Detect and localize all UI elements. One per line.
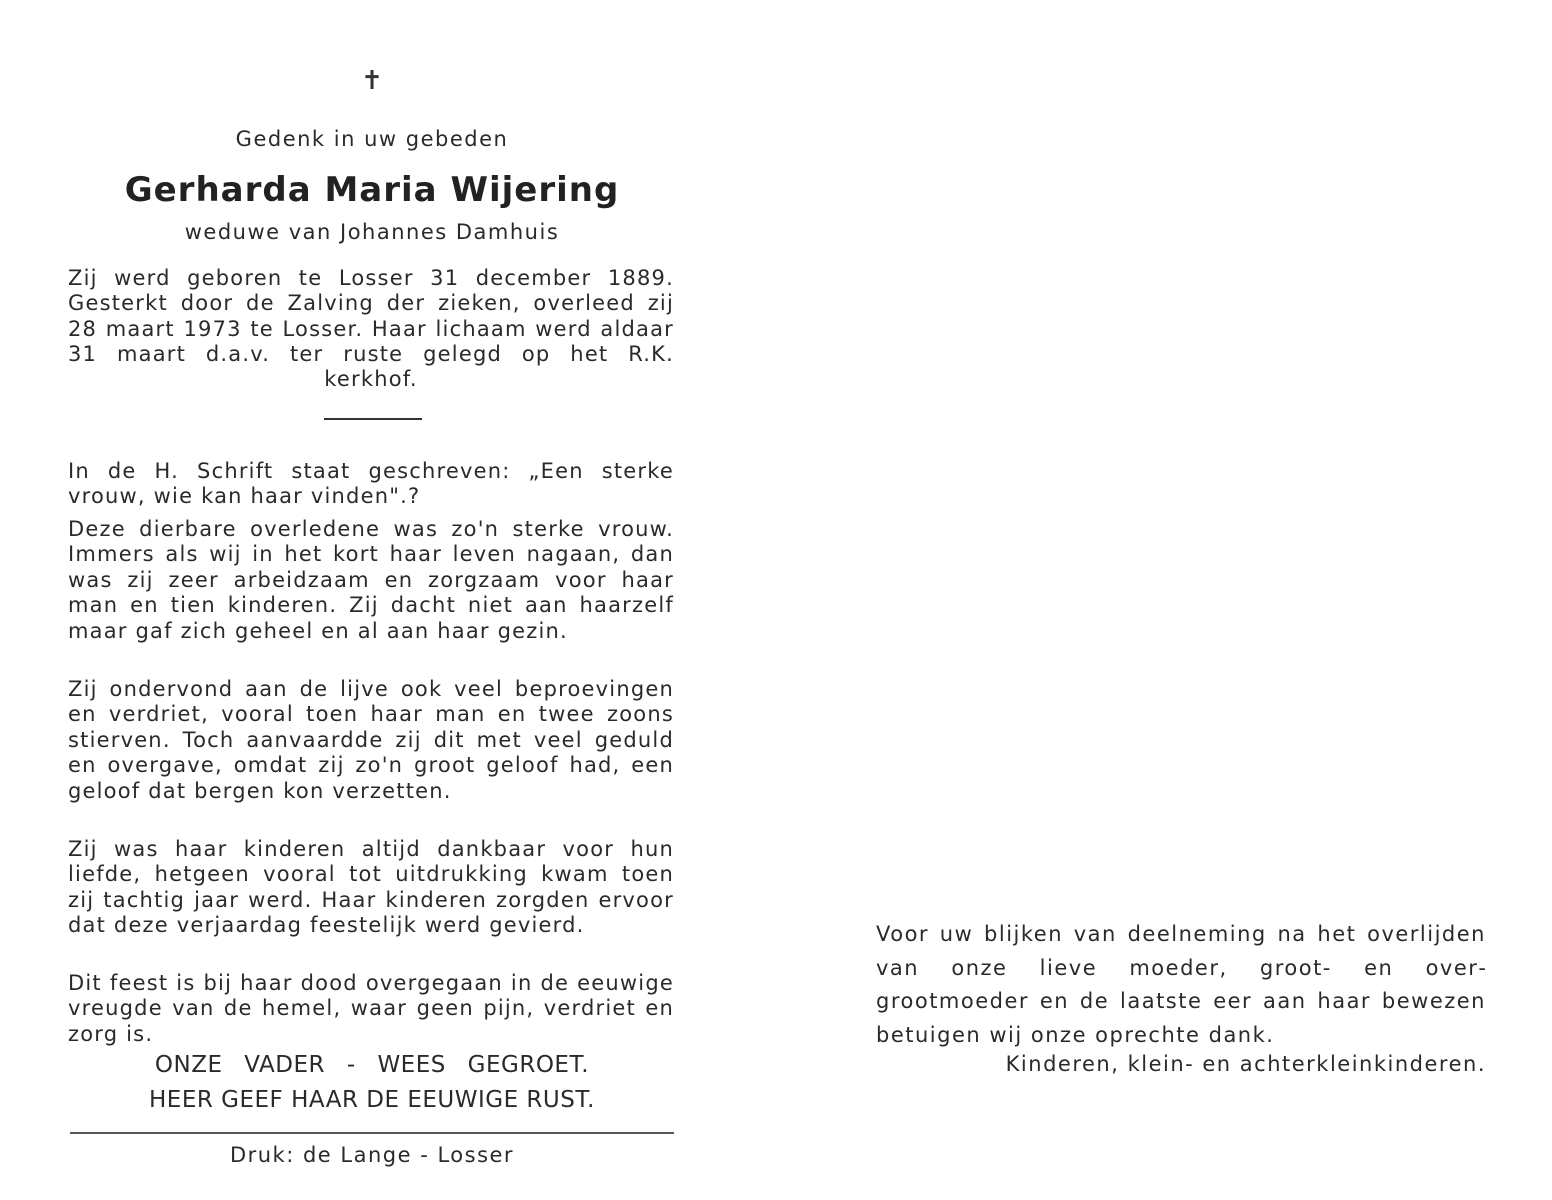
prayer-line: HEER GEEF HAAR DE EEUWIGE RUST. — [149, 1087, 595, 1113]
memorial-card-left-page — [68, 0, 676, 1200]
body-paragraph: Deze dierbare overledene was zo'n sterke vrouw. Immers als wij in het kort haar leven nagaan, dan was zij zeer arbeidzaam en zorgzaam voor haar man en tien kinderen. Zij dacht niet aan haarzelf maar gaf zich geheel en al aan haar gezin. — [68, 517, 674, 643]
prayer-line: ONZE VADER - WEES GEGROET. — [154, 1052, 590, 1078]
body-paragraph: Zij was haar kinderen altijd dankbaar voor hun liefde, hetgeen vooral tot uitdrukking kwam toen zij tachtig jaar werd. Haar kinderen zorgden ervoor dat deze verjaardag feestelijk werd gevierd. — [68, 837, 674, 938]
intro-line: Gedenk in uw gebeden — [235, 127, 509, 151]
family-signature: Kinderen, klein- en achterkleinkinderen. — [1005, 1052, 1486, 1076]
section-divider — [324, 418, 422, 420]
body-paragraph: Zij ondervond aan de lijve ook veel beproevingen en verdriet, vooral toen haar man en twee zoons stierven. Toch aanvaardde zij dit met veel geduld en overgave, omdat zij zo'n groot geloof had, een geloof dat bergen kon verzetten. — [68, 677, 674, 803]
printer-credit: Druk: de Lange - Losser — [229, 1143, 515, 1167]
body-paragraph: In de H. Schrift staat geschreven: „Een sterke vrouw, wie kan haar vinden".? — [68, 459, 674, 509]
deceased-name: Gerharda Maria Wijering — [124, 170, 620, 210]
footer-rule — [70, 1132, 674, 1134]
memorial-card-right-page — [876, 0, 1488, 1200]
thanks-paragraph: Voor uw blijken van deelneming na het overlijden van onze lieve moeder, groot- en overgrootmoeder en de laatste eer aan haar bewezen betuigen wij onze oprechte dank. — [876, 922, 1486, 1047]
biography-paragraph: Zij werd geboren te Losser 31 december 1889. Gesterkt door de Zalving der zieken, overleed zij 28 maart 1973 te Losser. Haar lichaam werd aldaar 31 maart d.a.v. ter ruste gelegd op het R.K. kerkhof. — [68, 266, 674, 392]
body-paragraph: Dit feest is bij haar dood overgegaan in de eeuwige vreugde van de hemel, waar geen pijn, verdriet en zorg is. — [68, 971, 674, 1046]
widow-of-line: weduwe van Johannes Damhuis — [184, 220, 560, 244]
cross-icon: ✝ — [361, 66, 383, 96]
